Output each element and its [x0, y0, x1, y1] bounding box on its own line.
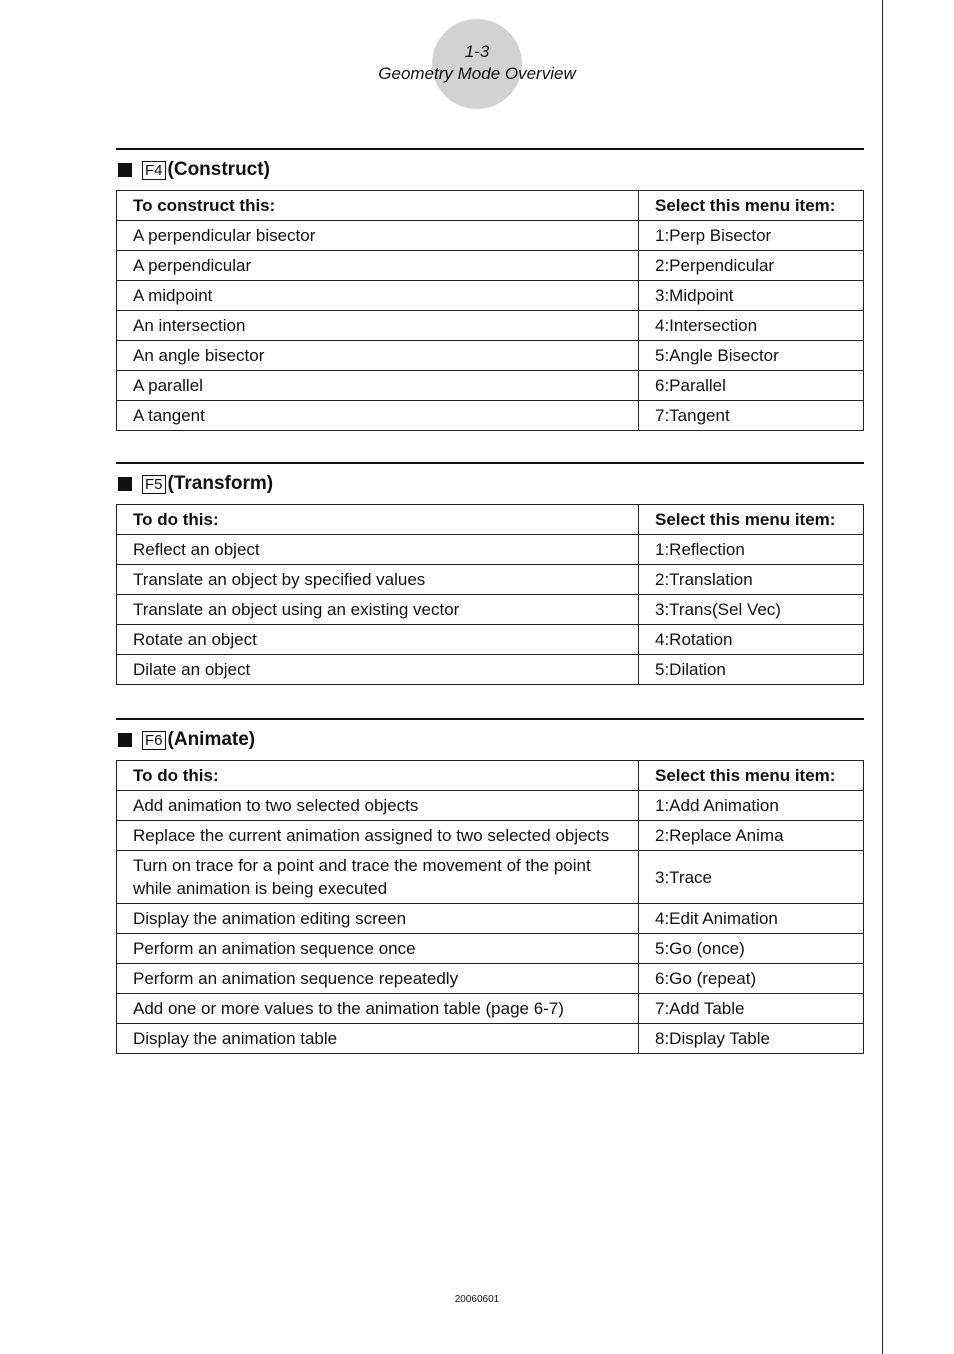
action-cell: Translate an object using an existing vector	[117, 595, 639, 625]
page-number: 1-3	[464, 42, 490, 61]
transform-table	[116, 504, 864, 685]
table-row	[117, 341, 864, 371]
section-title: (Animate)	[167, 729, 256, 750]
menu-item-cell: 3:Trace	[639, 851, 864, 904]
column-header-menu-item: Select this menu item:	[639, 505, 864, 535]
table-row	[117, 964, 864, 994]
table-row	[117, 371, 864, 401]
menu-item-cell: 3:Trans(Sel Vec)	[639, 595, 864, 625]
table-header-row	[117, 505, 864, 535]
menu-item-cell: 1:Perp Bisector	[639, 221, 864, 251]
table-row	[117, 281, 864, 311]
column-header-action: To do this:	[117, 505, 639, 535]
menu-item-cell: 6:Parallel	[639, 371, 864, 401]
action-cell: Add one or more values to the animation table (page 6-7)	[117, 994, 639, 1024]
table-row	[117, 535, 864, 565]
square-bullet-icon	[118, 477, 132, 491]
column-header-menu-item: Select this menu item:	[639, 761, 864, 791]
menu-item-cell: 6:Go (repeat)	[639, 964, 864, 994]
table-row	[117, 904, 864, 934]
menu-item-cell: 5:Go (once)	[639, 934, 864, 964]
action-cell: An intersection	[117, 311, 639, 341]
action-cell: A parallel	[117, 371, 639, 401]
table-row	[117, 311, 864, 341]
table-row	[117, 994, 864, 1024]
action-cell: Perform an animation sequence repeatedly	[117, 964, 639, 994]
action-cell: A midpoint	[117, 281, 639, 311]
action-cell: An angle bisector	[117, 341, 639, 371]
menu-item-cell: 4:Rotation	[639, 625, 864, 655]
table-row	[117, 934, 864, 964]
menu-item-cell: 2:Perpendicular	[639, 251, 864, 281]
menu-item-cell: 7:Add Table	[639, 994, 864, 1024]
function-key-badge: F6	[142, 731, 166, 750]
menu-item-cell: 1:Reflection	[639, 535, 864, 565]
menu-item-cell: 3:Midpoint	[639, 281, 864, 311]
action-cell: A tangent	[117, 401, 639, 431]
menu-item-cell: 5:Dilation	[639, 655, 864, 685]
table-row	[117, 625, 864, 655]
table-row	[117, 655, 864, 685]
action-cell: Translate an object by specified values	[117, 565, 639, 595]
section-transform	[116, 462, 864, 685]
construct-table	[116, 190, 864, 431]
column-header-action: To do this:	[117, 761, 639, 791]
action-cell: Add animation to two selected objects	[117, 791, 639, 821]
section-title: (Construct)	[167, 159, 270, 180]
menu-item-cell: 2:Replace Anima	[639, 821, 864, 851]
action-cell: Perform an animation sequence once	[117, 934, 639, 964]
menu-item-cell: 2:Translation	[639, 565, 864, 595]
square-bullet-icon	[118, 733, 132, 747]
table-header-row	[117, 761, 864, 791]
function-key-badge: F5	[142, 475, 166, 494]
table-row	[117, 221, 864, 251]
section-construct	[116, 148, 864, 431]
table-row	[117, 595, 864, 625]
action-cell: Display the animation editing screen	[117, 904, 639, 934]
action-cell: Rotate an object	[117, 625, 639, 655]
table-header-row	[117, 191, 864, 221]
square-bullet-icon	[118, 163, 132, 177]
function-key-badge: F4	[142, 161, 166, 180]
table-row	[117, 565, 864, 595]
action-cell: A perpendicular bisector	[117, 221, 639, 251]
table-row	[117, 851, 864, 904]
menu-item-cell: 5:Angle Bisector	[639, 341, 864, 371]
menu-item-cell: 4:Intersection	[639, 311, 864, 341]
page-edge-rule	[882, 0, 883, 1354]
action-cell: A perpendicular	[117, 251, 639, 281]
footer-date-code: 20060601	[454, 1294, 500, 1305]
page-header-title: Geometry Mode Overview	[378, 64, 576, 83]
menu-item-cell: 4:Edit Animation	[639, 904, 864, 934]
animate-table	[116, 760, 864, 1054]
section-heading	[116, 464, 864, 504]
table-row	[117, 821, 864, 851]
action-cell: Reflect an object	[117, 535, 639, 565]
section-heading	[116, 720, 864, 760]
menu-item-cell: 1:Add Animation	[639, 791, 864, 821]
menu-item-cell: 7:Tangent	[639, 401, 864, 431]
action-cell: Dilate an object	[117, 655, 639, 685]
action-cell: Replace the current animation assigned to two selected objects	[117, 821, 639, 851]
table-row	[117, 251, 864, 281]
section-title: (Transform)	[167, 473, 274, 494]
section-heading	[116, 150, 864, 190]
action-cell: Turn on trace for a point and trace the movement of the point while animation is being executed	[117, 851, 639, 904]
table-row	[117, 401, 864, 431]
table-row	[117, 791, 864, 821]
table-row	[117, 1024, 864, 1054]
column-header-action: To construct this:	[117, 191, 639, 221]
menu-item-cell: 8:Display Table	[639, 1024, 864, 1054]
action-cell: Display the animation table	[117, 1024, 639, 1054]
column-header-menu-item: Select this menu item:	[639, 191, 864, 221]
section-animate	[116, 718, 864, 1054]
